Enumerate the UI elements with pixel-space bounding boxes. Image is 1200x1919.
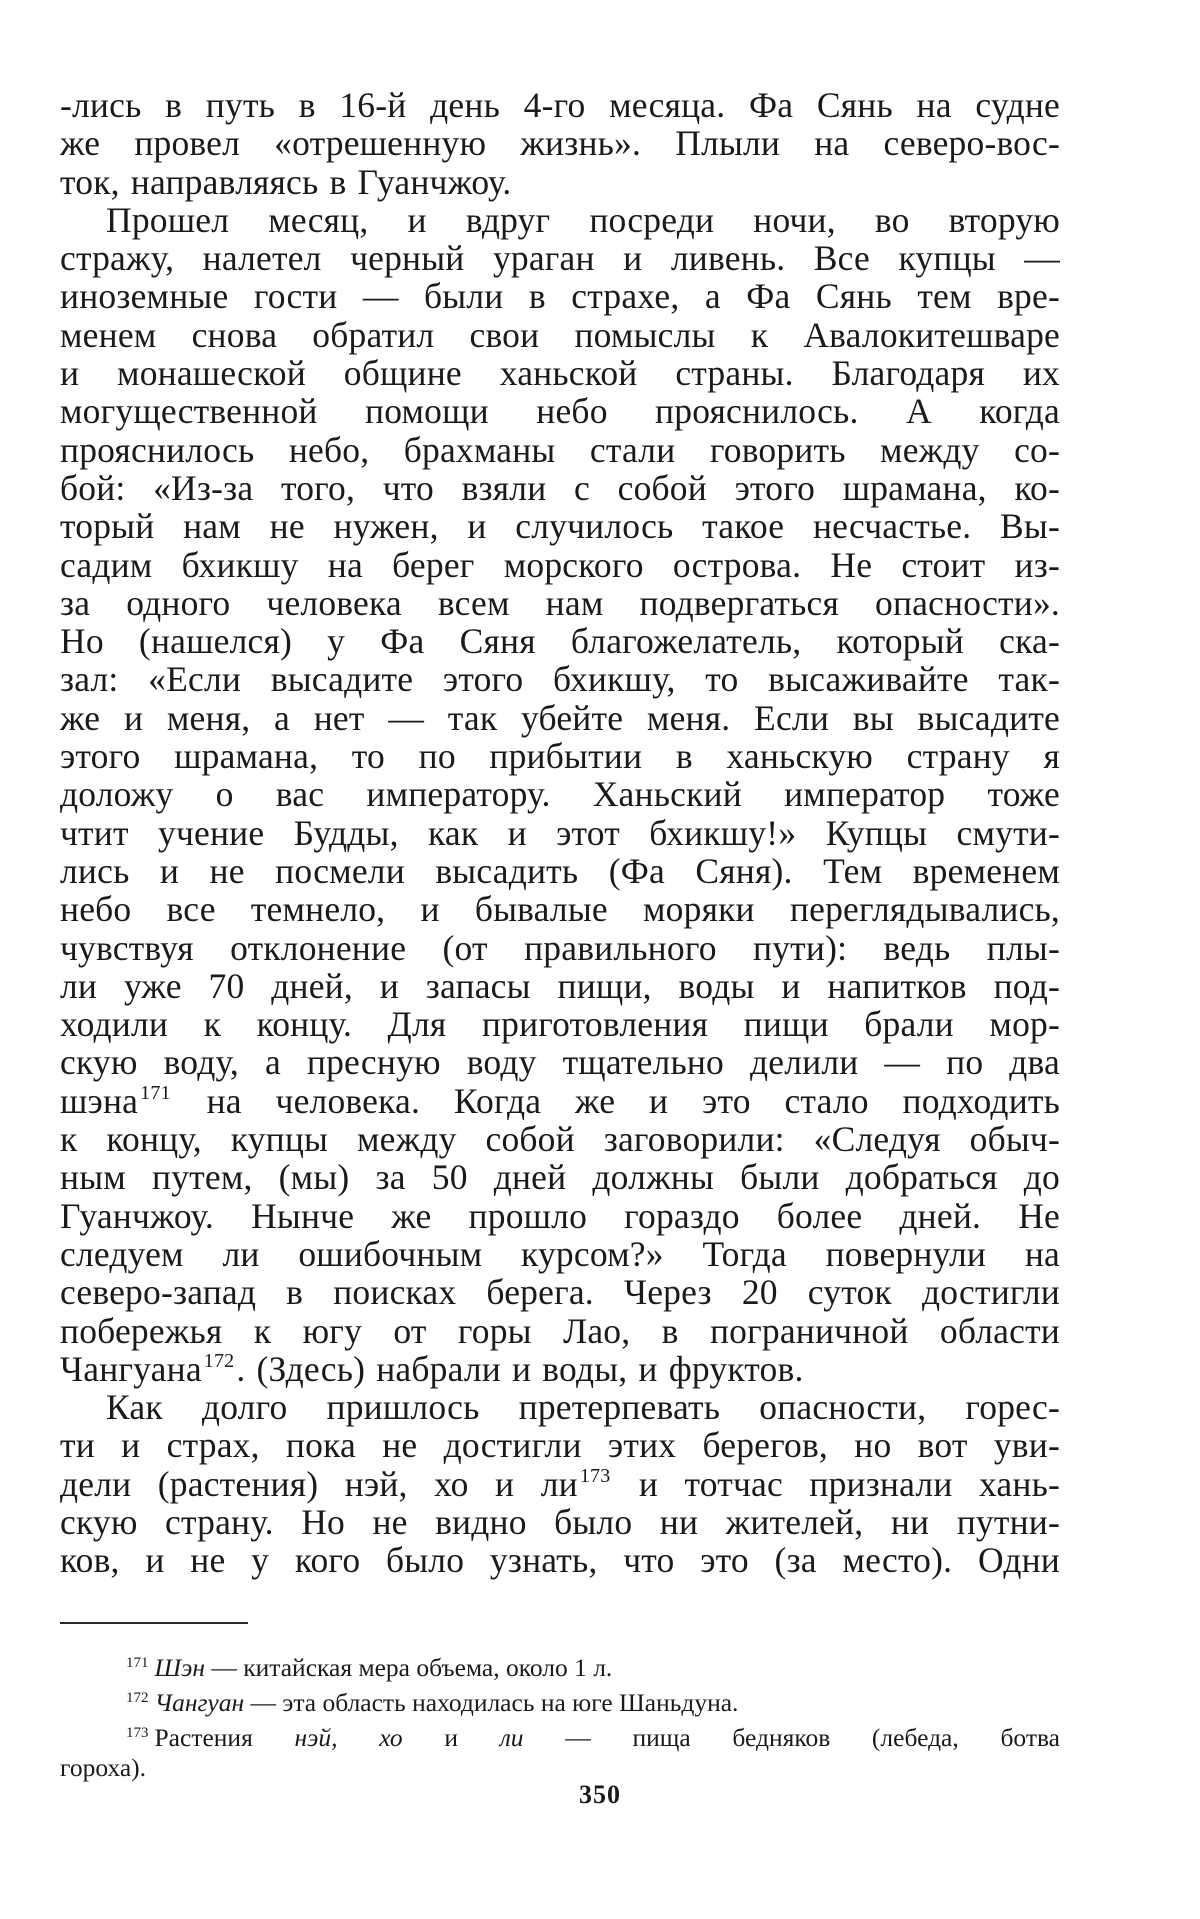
footnote-171 [60, 1648, 1060, 1683]
text-run: дели (растения) нэй, хо и ли [60, 1463, 578, 1504]
text-line: ным путем, (мы) за 50 дней должны были добраться до [60, 1157, 1060, 1198]
text-line: ходили к концу. Для приготовления пищи брали мор- [60, 1004, 1060, 1045]
text-line: иноземные гости — были в страхе, а Фа Сянь тем вре- [60, 276, 1060, 317]
text-line: доложу о вас императору. Ханьский император тоже [60, 774, 1060, 815]
text-line [60, 1082, 1060, 1120]
footnote-ref-173: 173 [579, 1464, 611, 1487]
text-line: за одного человека всем нам подвергаться опасности». [60, 582, 1060, 623]
text-line: северо-запад в поисках берега. Через 20 суток достигли [60, 1272, 1060, 1313]
footnote-173-continuation: гороха). [60, 1753, 147, 1782]
footnote-ref-171: 171 [140, 1081, 171, 1104]
text-line: ли уже 70 дней, и запасы пищи, воды и напитков под- [60, 965, 1060, 1006]
paragraph-1 [60, 86, 1060, 201]
text-line: -лись в путь в 16-й день 4-го месяца. Фа Сянь на судне [60, 85, 1060, 125]
text-line: к концу, купцы между собой заговорили: «Следуя обыч- [60, 1119, 1060, 1160]
text-line: ток, направляясь в Гуанчжоу. [60, 161, 512, 202]
text-line: же и меня, а нет — так убейте меня. Если вы высадите [60, 697, 1060, 738]
text-run: Чангуана [60, 1348, 202, 1389]
footnote-text: — эта область находилась на юге Шаньдуна. [244, 1688, 739, 1717]
text-line: Прошел месяц, и вдруг посреди ночи, во вторую [106, 199, 1060, 240]
text-line: лись и не посмели высадить (Фа Сяня). Тем временем [60, 850, 1060, 891]
text-line: следуем ли ошибочным курсом?» Тогда повернули на [60, 1233, 1060, 1274]
text-line: стражу, налетел черный ураган и ливень. Все купцы — [60, 238, 1060, 279]
text-line: Но (нашелся) у Фа Сяня благожелатель, который ска- [60, 621, 1060, 662]
text-line: ков, и не у кого было узнать, что это (за место). Одни [60, 1540, 1060, 1581]
text-line: же провел «отрешенную жизнь». Плыли на северо-вос- [60, 123, 1060, 164]
footnote-172 [60, 1683, 1060, 1718]
page-body [60, 86, 1060, 1580]
footnote-text: — пища бедняков (лебеда, ботва [523, 1723, 1060, 1752]
text-run: и тотчас признали хань- [638, 1463, 1061, 1504]
text-line [60, 1465, 1060, 1503]
text-line: менем снова обратил свои помыслы к Авалокитешваре [60, 314, 1060, 355]
footnote-text: — китайская мера объема, около 1 л. [205, 1653, 613, 1682]
footnote-term: нэй, хо [294, 1723, 403, 1752]
text-line: Как долго пришлось претерпевать опасности, горес- [106, 1387, 1060, 1428]
text-line: небо все темнело, и бывалые моряки переглядывались, [60, 889, 1060, 930]
text-line: ти и страх, пока не достигли этих берегов, но вот уви- [60, 1425, 1060, 1466]
text-line [60, 1350, 1060, 1388]
text-line: этого шрамана, то по прибытии в ханьскую страну я [60, 736, 1060, 777]
footnote-term: Шэн [154, 1653, 205, 1682]
text-run: на человека. Когда же и это стало подходить [206, 1080, 1060, 1121]
text-line: и монашеской общине ханьской страны. Благодаря их [60, 353, 1060, 394]
footnote-divider [60, 1622, 248, 1624]
text-line: скую страну. Но не видно было ни жителей, ни путни- [60, 1501, 1060, 1542]
footnote-number: 171 [126, 1655, 149, 1671]
text-line: бой: «Из-за того, что взяли с собой этого шрамана, ко- [60, 467, 1060, 508]
text-line: зал: «Если высадите этого бхикшу, то высаживайте так- [60, 659, 1060, 700]
footnote-number: 173 [126, 1725, 149, 1741]
text-line: торый нам не нужен, и случилось такое несчастье. Вы- [60, 506, 1060, 547]
paragraph-3 [60, 1388, 1060, 1579]
text-line: садим бхикшу на берег морского острова. Не стоит из- [60, 544, 1060, 585]
footnote-ref-172: 172 [203, 1349, 235, 1372]
text-run: . (Здесь) набрали и воды, и фруктов. [236, 1348, 804, 1389]
text-line: чтит учение Будды, как и этот бхикшу!» Купцы смути- [60, 812, 1060, 853]
page-number: 350 [579, 1780, 621, 1809]
footnote-number: 172 [126, 1690, 149, 1706]
text-line: побережья к югу от горы Лао, в пограничной области [60, 1310, 1060, 1351]
text-line: скую воду, а пресную воду тщательно делили — по два [60, 1042, 1060, 1083]
footnote-term: ли [499, 1723, 524, 1752]
footnote-text: и [402, 1723, 500, 1752]
paragraph-2 [60, 201, 1060, 1388]
footnote-173 [60, 1718, 1060, 1753]
text-line: чувствуя отклонение (от правильного пути): ведь плы- [60, 927, 1060, 968]
text-line: Гуанчжоу. Нынче же прошло гораздо более дней. Не [60, 1195, 1060, 1236]
footnote-text: Растения [154, 1723, 295, 1752]
footnotes [60, 1648, 1060, 1783]
text-run: шэна [60, 1080, 139, 1121]
text-line: могущественной помощи небо прояснилось. А когда [60, 391, 1060, 432]
footnote-term: Чангуан [154, 1688, 245, 1717]
text-line: прояснилось небо, брахманы стали говорить между со- [60, 429, 1060, 470]
